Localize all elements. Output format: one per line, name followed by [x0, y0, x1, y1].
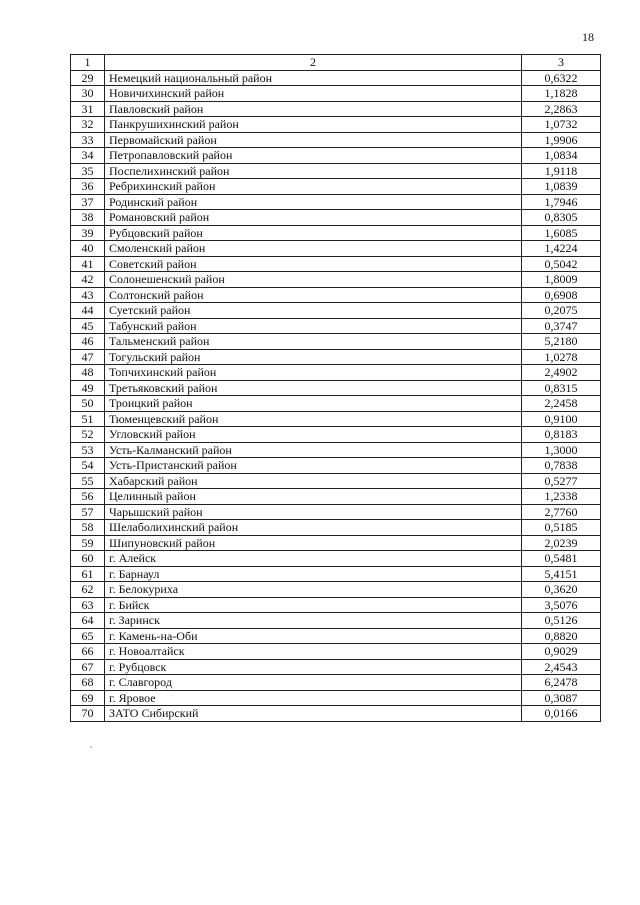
row-number: 41 — [71, 256, 105, 272]
coefficient-value: 0,5042 — [522, 256, 601, 272]
row-number: 40 — [71, 241, 105, 257]
district-name: г. Заринск — [105, 613, 522, 629]
row-number: 43 — [71, 287, 105, 303]
header-row — [71, 55, 601, 71]
table-body — [71, 70, 601, 721]
table-row — [71, 287, 601, 303]
coefficient-value: 2,4902 — [522, 365, 601, 381]
table-row — [71, 117, 601, 133]
row-number: 31 — [71, 101, 105, 117]
row-number: 54 — [71, 458, 105, 474]
coefficient-value: 1,2338 — [522, 489, 601, 505]
coefficient-value: 2,2863 — [522, 101, 601, 117]
coefficient-value: 1,9906 — [522, 132, 601, 148]
table-row — [71, 675, 601, 691]
district-name: Угловский район — [105, 427, 522, 443]
district-name: Петропавловский район — [105, 148, 522, 164]
coefficient-value: 2,4543 — [522, 659, 601, 675]
coefficient-value: 1,0278 — [522, 349, 601, 365]
row-number: 65 — [71, 628, 105, 644]
district-name: Поспелихинский район — [105, 163, 522, 179]
table-row — [71, 690, 601, 706]
district-name: г. Алейск — [105, 551, 522, 567]
table-row — [71, 163, 601, 179]
district-name: Усть-Пристанский район — [105, 458, 522, 474]
row-number: 38 — [71, 210, 105, 226]
row-number: 52 — [71, 427, 105, 443]
table-row — [71, 520, 601, 536]
table-row — [71, 272, 601, 288]
row-number: 64 — [71, 613, 105, 629]
row-number: 45 — [71, 318, 105, 334]
coefficient-value: 0,8315 — [522, 380, 601, 396]
district-name: г. Рубцовск — [105, 659, 522, 675]
table-row — [71, 241, 601, 257]
coefficient-value: 0,6322 — [522, 70, 601, 86]
row-number: 57 — [71, 504, 105, 520]
row-number: 35 — [71, 163, 105, 179]
row-number: 61 — [71, 566, 105, 582]
table-row — [71, 303, 601, 319]
district-name: г. Яровое — [105, 690, 522, 706]
table-header — [71, 55, 601, 71]
table-row — [71, 659, 601, 675]
district-name: Хабарский район — [105, 473, 522, 489]
table-row — [71, 365, 601, 381]
table-row — [71, 489, 601, 505]
table-row — [71, 458, 601, 474]
row-number: 51 — [71, 411, 105, 427]
row-number: 44 — [71, 303, 105, 319]
district-name: г. Камень-на-Оби — [105, 628, 522, 644]
table-row — [71, 225, 601, 241]
table-row — [71, 628, 601, 644]
coefficient-value: 0,9100 — [522, 411, 601, 427]
table-row — [71, 473, 601, 489]
district-name: Советский район — [105, 256, 522, 272]
district-name: Рубцовский район — [105, 225, 522, 241]
coefficient-value: 1,6085 — [522, 225, 601, 241]
row-number: 56 — [71, 489, 105, 505]
row-number: 66 — [71, 644, 105, 660]
row-number: 58 — [71, 520, 105, 536]
district-name: Тогульский район — [105, 349, 522, 365]
district-name: Целинный район — [105, 489, 522, 505]
table-row — [71, 380, 601, 396]
row-number: 49 — [71, 380, 105, 396]
row-number: 67 — [71, 659, 105, 675]
row-number: 33 — [71, 132, 105, 148]
table-row — [71, 597, 601, 613]
district-name: Павловский район — [105, 101, 522, 117]
coefficient-value: 0,0166 — [522, 706, 601, 722]
coefficient-value: 1,7946 — [522, 194, 601, 210]
data-table — [70, 54, 601, 722]
row-number: 55 — [71, 473, 105, 489]
district-name: Ребрихинский район — [105, 179, 522, 195]
coefficient-value: 1,4224 — [522, 241, 601, 257]
table-row — [71, 86, 601, 102]
row-number: 42 — [71, 272, 105, 288]
table-row — [71, 706, 601, 722]
coefficient-value: 1,3000 — [522, 442, 601, 458]
row-number: 48 — [71, 365, 105, 381]
coefficient-value: 0,5277 — [522, 473, 601, 489]
table-row — [71, 318, 601, 334]
coefficient-value: 2,0239 — [522, 535, 601, 551]
coefficient-value: 0,9029 — [522, 644, 601, 660]
district-name: Чарышский район — [105, 504, 522, 520]
row-number: 46 — [71, 334, 105, 350]
table-row — [71, 613, 601, 629]
district-name: Табунский район — [105, 318, 522, 334]
coefficient-value: 0,7838 — [522, 458, 601, 474]
table-row — [71, 396, 601, 412]
coefficient-value: 3,5076 — [522, 597, 601, 613]
coefficient-value: 0,3747 — [522, 318, 601, 334]
header-col-3: 3 — [522, 55, 601, 71]
district-name: г. Белокуриха — [105, 582, 522, 598]
district-name: Смоленский район — [105, 241, 522, 257]
district-name: Панкрушихинский район — [105, 117, 522, 133]
coefficient-value: 6,2478 — [522, 675, 601, 691]
table-row — [71, 427, 601, 443]
district-name: Новичихинский район — [105, 86, 522, 102]
coefficient-value: 0,5185 — [522, 520, 601, 536]
table-row — [71, 179, 601, 195]
table-row — [71, 194, 601, 210]
row-number: 30 — [71, 86, 105, 102]
district-name: г. Новоалтайск — [105, 644, 522, 660]
coefficient-value: 1,0834 — [522, 148, 601, 164]
district-name: Первомайский район — [105, 132, 522, 148]
row-number: 50 — [71, 396, 105, 412]
district-name: Тальменский район — [105, 334, 522, 350]
table-row — [71, 411, 601, 427]
table-row — [71, 535, 601, 551]
district-name: Тюменцевский район — [105, 411, 522, 427]
table-row — [71, 256, 601, 272]
table-row — [71, 644, 601, 660]
district-name: Троицкий район — [105, 396, 522, 412]
district-name: г. Барнаул — [105, 566, 522, 582]
table-row — [71, 132, 601, 148]
table-row — [71, 551, 601, 567]
row-number: 62 — [71, 582, 105, 598]
table-row — [71, 210, 601, 226]
district-name: Солтонский район — [105, 287, 522, 303]
row-number: 36 — [71, 179, 105, 195]
row-number: 63 — [71, 597, 105, 613]
district-name: Солонешенский район — [105, 272, 522, 288]
row-number: 34 — [71, 148, 105, 164]
coefficient-value: 1,0839 — [522, 179, 601, 195]
district-name: г. Славгород — [105, 675, 522, 691]
row-number: 69 — [71, 690, 105, 706]
row-number: 47 — [71, 349, 105, 365]
coefficient-value: 0,8305 — [522, 210, 601, 226]
district-name: Шипуновский район — [105, 535, 522, 551]
header-col-1: 1 — [71, 55, 105, 71]
table-row — [71, 349, 601, 365]
coefficient-value: 0,3620 — [522, 582, 601, 598]
coefficient-value: 0,2075 — [522, 303, 601, 319]
header-col-2: 2 — [105, 55, 522, 71]
coefficient-value: 0,5481 — [522, 551, 601, 567]
row-number: 59 — [71, 535, 105, 551]
district-name: ЗАТО Сибирский — [105, 706, 522, 722]
coefficient-value: 5,2180 — [522, 334, 601, 350]
district-name: Усть-Калманский район — [105, 442, 522, 458]
coefficient-value: 2,2458 — [522, 396, 601, 412]
coefficient-value: 0,6908 — [522, 287, 601, 303]
table-row — [71, 101, 601, 117]
district-name: Суетский район — [105, 303, 522, 319]
table-row — [71, 442, 601, 458]
district-name: Романовский район — [105, 210, 522, 226]
page-number: 18 — [582, 30, 594, 44]
coefficient-value: 0,8183 — [522, 427, 601, 443]
row-number: 32 — [71, 117, 105, 133]
district-name: Топчихинский район — [105, 365, 522, 381]
table-row — [71, 582, 601, 598]
coefficient-value: 5,4151 — [522, 566, 601, 582]
coefficient-value: 0,5126 — [522, 613, 601, 629]
coefficient-value: 0,8820 — [522, 628, 601, 644]
row-number: 29 — [71, 70, 105, 86]
row-number: 53 — [71, 442, 105, 458]
coefficient-value: 1,0732 — [522, 117, 601, 133]
row-number: 37 — [71, 194, 105, 210]
table-row — [71, 334, 601, 350]
coefficient-value: 1,9118 — [522, 163, 601, 179]
row-number: 39 — [71, 225, 105, 241]
table-row — [71, 504, 601, 520]
coefficient-value: 1,1828 — [522, 86, 601, 102]
row-number: 68 — [71, 675, 105, 691]
table-row — [71, 566, 601, 582]
district-name: Шелаболихинский район — [105, 520, 522, 536]
district-name: Третьяковский район — [105, 380, 522, 396]
table-row — [71, 70, 601, 86]
row-number: 70 — [71, 706, 105, 722]
coefficient-value: 2,7760 — [522, 504, 601, 520]
district-name: г. Бийск — [105, 597, 522, 613]
district-name: Родинский район — [105, 194, 522, 210]
row-number: 60 — [71, 551, 105, 567]
district-name: Немецкий национальный район — [105, 70, 522, 86]
coefficient-value: 1,8009 — [522, 272, 601, 288]
coefficient-value: 0,3087 — [522, 690, 601, 706]
scan-speck — [90, 746, 92, 748]
table-row — [71, 148, 601, 164]
